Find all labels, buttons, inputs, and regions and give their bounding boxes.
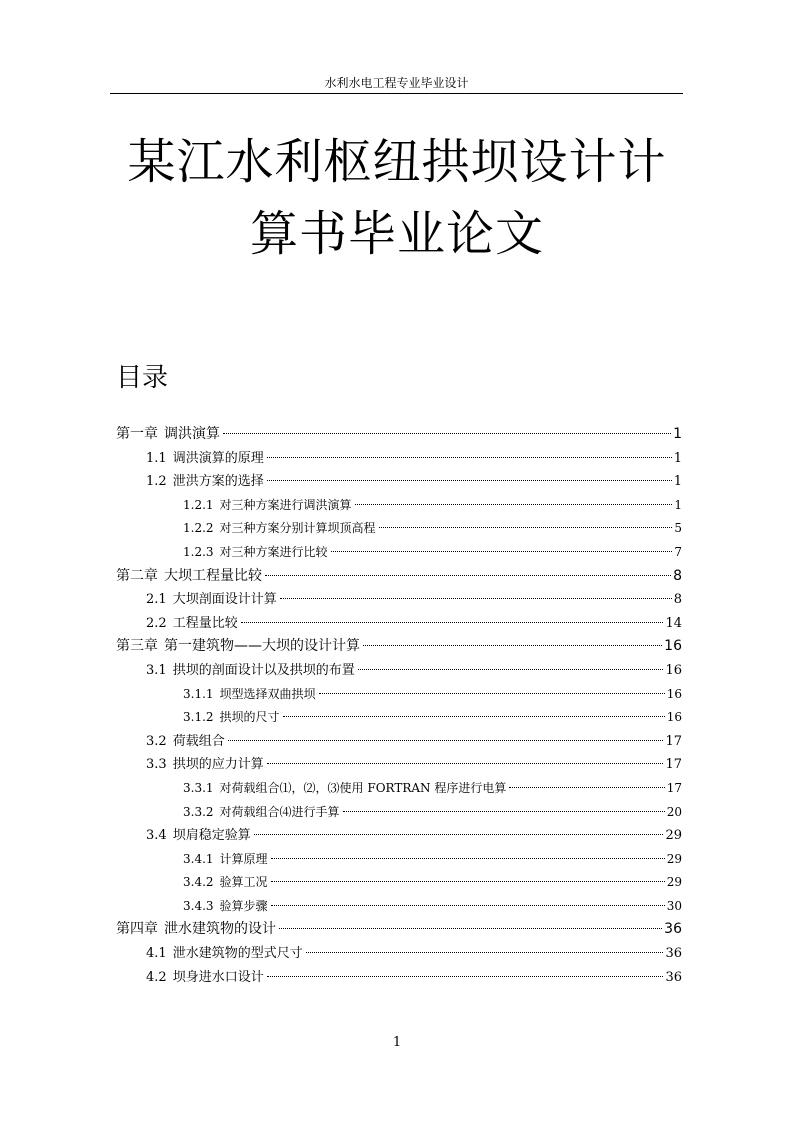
toc-dot-leader — [241, 622, 664, 623]
toc-entry[interactable] — [116, 470, 682, 494]
toc-entry-page: 16 — [666, 686, 682, 701]
toc-entry-number: 1.2.1 — [183, 497, 214, 512]
toc-entry-title: 泄洪方案的选择 — [172, 474, 264, 490]
toc-entry[interactable] — [116, 565, 682, 589]
toc-entry-page: 17 — [665, 733, 682, 749]
toc-entry-page: 36 — [664, 921, 682, 938]
toc-dot-leader — [355, 504, 673, 505]
toc-entry[interactable] — [116, 871, 682, 895]
toc-entry-page: 17 — [666, 780, 682, 795]
toc-dot-leader — [358, 669, 664, 670]
table-of-contents — [116, 423, 682, 989]
toc-entry-title: 坝肩稳定验算 — [172, 828, 251, 844]
toc-dot-leader — [267, 763, 664, 764]
toc-entry-page: 20 — [666, 804, 682, 819]
toc-entry-number: 第四章 — [116, 921, 158, 938]
toc-entry[interactable] — [116, 730, 682, 754]
toc-entry-number: 2.2 — [146, 615, 167, 631]
toc-entry-number: 3.1.1 — [183, 686, 214, 701]
toc-dot-leader — [379, 527, 673, 528]
toc-entry[interactable] — [116, 777, 682, 801]
toc-entry-page: 29 — [666, 851, 682, 866]
toc-entry[interactable] — [116, 447, 682, 471]
running-header: 水利水电工程专业毕业设计 — [324, 76, 469, 90]
toc-entry-number: 3.4 — [146, 828, 167, 844]
toc-entry-title: 泄水建筑物的型式尺寸 — [172, 946, 303, 962]
toc-entry-title: 工程量比较 — [172, 615, 238, 631]
toc-entry[interactable] — [116, 517, 682, 541]
toc-entry-page: 7 — [674, 544, 682, 559]
toc-heading: 目录 — [116, 363, 169, 393]
toc-entry-page: 1 — [673, 474, 682, 490]
toc-entry-page: 8 — [673, 592, 682, 608]
toc-entry[interactable] — [116, 706, 682, 730]
toc-dot-leader — [331, 551, 673, 552]
toc-entry-number: 3.1.2 — [183, 710, 214, 725]
toc-entry-page: 36 — [665, 946, 682, 962]
toc-entry-page: 29 — [665, 828, 682, 844]
toc-entry[interactable] — [116, 918, 682, 942]
toc-entry-page: 30 — [666, 898, 682, 913]
toc-entry-number: 3.1 — [146, 662, 167, 678]
toc-entry-title: 对三种方案进行调洪演算 — [219, 497, 352, 512]
toc-entry-title: 对三种方案分别计算坝顶高程 — [219, 521, 376, 536]
toc-entry-page: 5 — [674, 521, 682, 536]
toc-entry-page: 36 — [665, 969, 682, 985]
toc-entry[interactable] — [116, 753, 682, 777]
toc-entry-title: 荷载组合 — [172, 733, 225, 749]
toc-dot-leader — [280, 598, 672, 599]
toc-entry-number: 3.3.2 — [183, 804, 214, 819]
toc-entry-title: 大坝剖面设计计算 — [172, 592, 277, 608]
toc-entry-title: 对荷载组合⑷进行手算 — [219, 804, 340, 819]
page-number: 1 — [392, 1035, 402, 1050]
toc-entry-number: 1.2.3 — [183, 544, 214, 559]
toc-dot-leader — [279, 928, 662, 929]
toc-entry-title: 拱坝的剖面设计以及拱坝的布置 — [172, 662, 355, 678]
toc-entry[interactable] — [116, 942, 682, 966]
toc-entry-number: 1.1 — [146, 450, 167, 466]
toc-entry-number: 3.4.2 — [183, 875, 214, 890]
toc-entry[interactable] — [116, 683, 682, 707]
toc-entry[interactable] — [116, 612, 682, 636]
document-title-line-2: 算书毕业论文 — [249, 206, 544, 262]
toc-dot-leader — [228, 740, 664, 741]
toc-entry-title: 拱坝的尺寸 — [219, 710, 280, 725]
toc-entry-number: 3.4.1 — [183, 851, 214, 866]
toc-entry-number: 3.4.3 — [183, 898, 214, 913]
toc-entry-page: 14 — [665, 615, 682, 631]
toc-dot-leader — [343, 811, 665, 812]
toc-entry-page: 16 — [664, 638, 682, 655]
toc-dot-leader — [319, 693, 665, 694]
toc-dot-leader — [271, 905, 665, 906]
toc-entry-number: 1.2 — [146, 474, 167, 490]
toc-dot-leader — [306, 952, 664, 953]
toc-dot-leader — [363, 645, 662, 646]
toc-entry-title: 泄水建筑物的设计 — [164, 921, 276, 938]
toc-entry[interactable] — [116, 895, 682, 919]
toc-dot-leader — [271, 881, 665, 882]
toc-entry-page: 1 — [674, 497, 682, 512]
toc-dot-leader — [223, 433, 671, 434]
toc-entry[interactable] — [116, 848, 682, 872]
toc-entry-page: 29 — [666, 875, 682, 890]
toc-dot-leader — [267, 976, 664, 977]
toc-entry[interactable] — [116, 423, 682, 447]
toc-entry[interactable] — [116, 494, 682, 518]
toc-dot-leader — [265, 575, 671, 576]
toc-entry[interactable] — [116, 966, 682, 990]
toc-entry-number: 第二章 — [116, 567, 158, 584]
toc-entry-title: 调洪演算的原理 — [172, 450, 264, 466]
toc-entry-number: 第三章 — [116, 638, 158, 655]
toc-dot-leader — [271, 858, 665, 859]
toc-entry-number: 1.2.2 — [183, 521, 214, 536]
toc-entry-title: 计算原理 — [219, 851, 268, 866]
toc-entry-number: 3.3.1 — [183, 780, 214, 795]
toc-entry-number: 3.3 — [146, 757, 167, 773]
toc-entry-page: 8 — [673, 567, 682, 584]
toc-entry-title: 第一建筑物——大坝的设计计算 — [164, 638, 360, 655]
toc-dot-leader — [254, 834, 664, 835]
toc-entry-page: 17 — [665, 757, 682, 773]
toc-entry-title: 拱坝的应力计算 — [172, 757, 264, 773]
toc-entry[interactable] — [116, 659, 682, 683]
toc-entry-page: 16 — [665, 662, 682, 678]
toc-entry-title: 调洪演算 — [164, 426, 220, 442]
toc-dot-leader — [509, 787, 664, 788]
toc-entry[interactable] — [116, 801, 682, 825]
toc-entry-title: 对三种方案进行比较 — [219, 544, 328, 559]
toc-entry-page: 1 — [673, 426, 682, 442]
toc-entry-title: 验算工况 — [219, 875, 268, 890]
toc-entry-number: 3.2 — [146, 733, 167, 749]
toc-dot-leader — [283, 716, 665, 717]
toc-entry[interactable] — [116, 541, 682, 565]
toc-entry-page: 1 — [673, 450, 682, 466]
toc-entry[interactable] — [116, 824, 682, 848]
document-title-line-1: 某江水利枢纽拱坝设计计 — [127, 134, 667, 190]
toc-entry[interactable] — [116, 588, 682, 612]
toc-entry-number: 4.2 — [146, 969, 167, 985]
toc-entry-number: 4.1 — [146, 946, 167, 962]
toc-entry-title: 验算步骤 — [219, 898, 268, 913]
toc-dot-leader — [267, 457, 672, 458]
toc-entry-title: 坝型选择双曲拱坝 — [219, 686, 316, 701]
header-rule — [110, 93, 683, 94]
toc-entry-page: 16 — [666, 710, 682, 725]
toc-entry[interactable] — [116, 635, 682, 659]
toc-dot-leader — [267, 480, 672, 481]
toc-entry-number: 第一章 — [116, 426, 158, 442]
document-title — [80, 126, 714, 270]
toc-entry-number: 2.1 — [146, 592, 167, 608]
toc-entry-title: 大坝工程量比较 — [164, 567, 262, 584]
toc-entry-title: 坝身进水口设计 — [172, 969, 264, 985]
toc-entry-title: 对荷载组合⑴，⑵，⑶使用 FORTRAN 程序进行电算 — [219, 780, 507, 795]
